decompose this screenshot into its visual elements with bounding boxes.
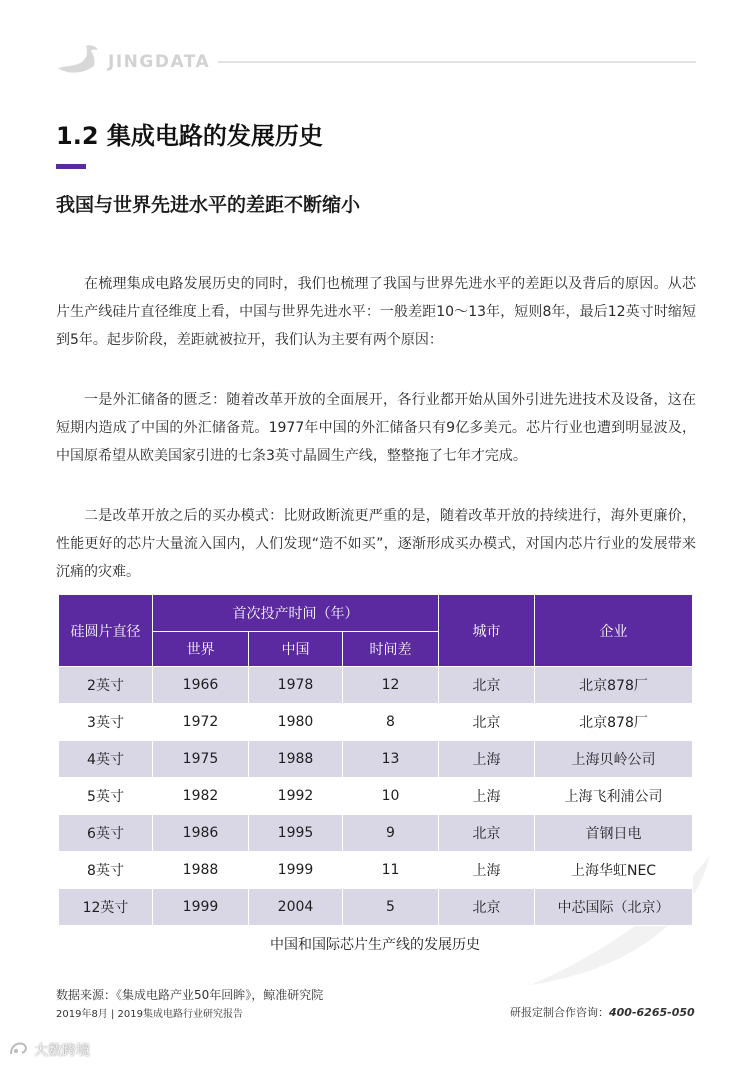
cell-city: 北京 <box>439 889 535 926</box>
table-row <box>59 741 693 778</box>
cell-china: 1978 <box>249 667 343 704</box>
table-row <box>59 778 693 815</box>
cell-gap: 10 <box>343 778 439 815</box>
cell-china: 1980 <box>249 704 343 741</box>
cell-china: 1995 <box>249 815 343 852</box>
header-city: 城市 <box>439 595 535 667</box>
header-first-year: 首次投产时间（年） <box>153 595 439 632</box>
cell-city: 上海 <box>439 741 535 778</box>
header-world: 世界 <box>153 632 249 667</box>
table-row <box>59 852 693 889</box>
header-china: 中国 <box>249 632 343 667</box>
cell-size: 6英寸 <box>59 815 153 852</box>
table-row <box>59 889 693 926</box>
cell-size: 5英寸 <box>59 778 153 815</box>
header-divider <box>218 61 696 63</box>
cell-china: 2004 <box>249 889 343 926</box>
footer-contact <box>510 1004 695 1020</box>
cell-size: 12英寸 <box>59 889 153 926</box>
table-caption: 中国和国际芯片生产线的发展历史 <box>270 937 480 953</box>
whale-tail-icon <box>56 44 100 78</box>
cell-size: 3英寸 <box>59 704 153 741</box>
cell-gap: 12 <box>343 667 439 704</box>
cell-world: 1966 <box>153 667 249 704</box>
cell-gap: 11 <box>343 852 439 889</box>
cell-world: 1972 <box>153 704 249 741</box>
subtitle: 我国与世界先进水平的差距不断缩小 <box>56 194 361 216</box>
cell-china: 1988 <box>249 741 343 778</box>
contact-label: 研报定制合作咨询： <box>510 1006 609 1019</box>
paragraph: 一是外汇储备的匮乏：随着改革开放的全面展开，各行业都开始从国外引进先进技术及设备，这在短期内造成了中国的外汇储备荒。1977年中国的外汇储备只有9亿多美元。芯片行业也遭到明显波及，中国原希望从欧美国家引进的七条3英寸晶圆生产线，整整拖了七年才完成。 <box>56 392 696 464</box>
cell-gap: 5 <box>343 889 439 926</box>
cell-city: 北京 <box>439 815 535 852</box>
cell-china: 1999 <box>249 852 343 889</box>
cell-world: 1986 <box>153 815 249 852</box>
header-wafer: 硅圆片直径 <box>59 595 153 667</box>
cell-city: 上海 <box>439 778 535 815</box>
cell-world: 1982 <box>153 778 249 815</box>
table-header-row <box>59 595 693 632</box>
brand-icon <box>8 1040 30 1058</box>
wafer-production-table <box>58 594 693 926</box>
cell-world: 1988 <box>153 852 249 889</box>
cell-city: 北京 <box>439 667 535 704</box>
contact-phone: 400-6265-050 <box>609 1006 695 1019</box>
cell-size: 2英寸 <box>59 667 153 704</box>
cell-china: 1992 <box>249 778 343 815</box>
cell-gap: 8 <box>343 704 439 741</box>
cell-company: 北京878厂 <box>535 667 693 704</box>
cell-company: 上海飞利浦公司 <box>535 778 693 815</box>
paragraph: 二是改革开放之后的买办模式：比财政断流更严重的是，随着改革开放的持续进行，海外更廉价，性能更好的芯片大量流入国内，人们发现“造不如买”，逐渐形成买办模式，对国内芯片行业的发展带来沉痛的灾难。 <box>56 508 696 580</box>
watermark-text: 大数跨境 <box>34 1043 90 1059</box>
paragraph: 在梳理集成电路发展历史的同时，我们也梳理了我国与世界先进水平的差距以及背后的原因。从芯片生产线硅片直径维度上看，中国与世界先进水平：一般差距10～13年，短则8年，最后12英寸时缩短到5年。起步阶段，差距就被拉开，我们认为主要有两个原因： <box>56 276 696 348</box>
table-row <box>59 667 693 704</box>
cell-gap: 9 <box>343 815 439 852</box>
cell-city: 上海 <box>439 852 535 889</box>
cell-company: 中芯国际（北京） <box>535 889 693 926</box>
cell-city: 北京 <box>439 704 535 741</box>
table-row <box>59 704 693 741</box>
title-accent-bar <box>56 164 86 169</box>
cell-size: 8英寸 <box>59 852 153 889</box>
page-header <box>56 44 696 80</box>
cell-company: 上海华虹NEC <box>535 852 693 889</box>
header-gap: 时间差 <box>343 632 439 667</box>
table-row <box>59 815 693 852</box>
footer-date-title: 2019年8月 | 2019集成电路行业研究报告 <box>56 1009 243 1020</box>
cell-company: 北京878厂 <box>535 704 693 741</box>
logo-text: JINGDATA <box>108 52 211 72</box>
cell-company: 首钢日电 <box>535 815 693 852</box>
cell-size: 4英寸 <box>59 741 153 778</box>
watermark <box>6 1038 126 1060</box>
cell-world: 1999 <box>153 889 249 926</box>
cell-world: 1975 <box>153 741 249 778</box>
cell-gap: 13 <box>343 741 439 778</box>
header-company: 企业 <box>535 595 693 667</box>
data-source: 数据来源：《集成电路产业50年回眸》，鲸准研究院 <box>56 988 324 1002</box>
section-title: 1.2 集成电路的发展历史 <box>56 122 323 150</box>
cell-company: 上海贝岭公司 <box>535 741 693 778</box>
